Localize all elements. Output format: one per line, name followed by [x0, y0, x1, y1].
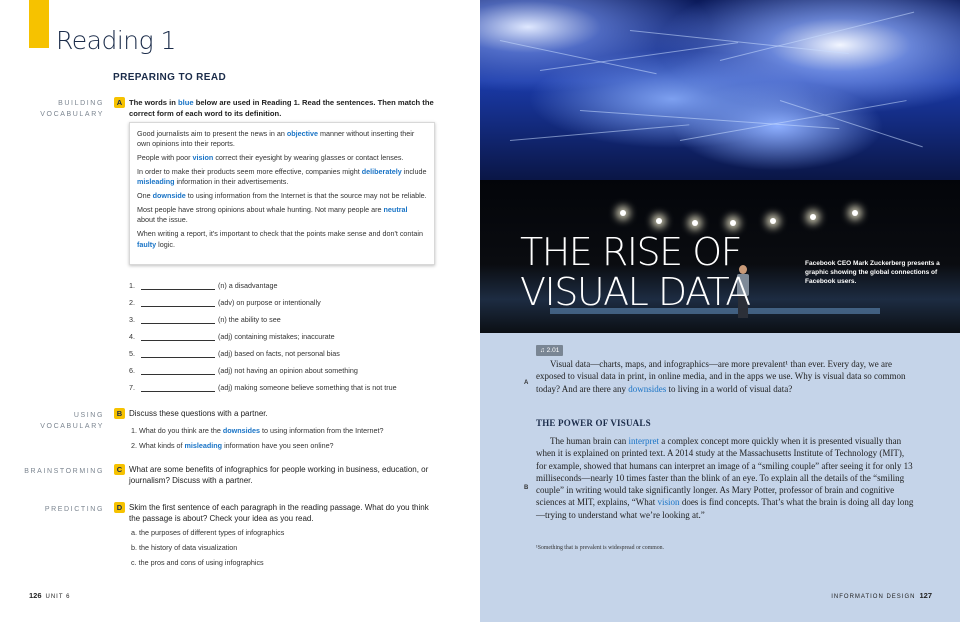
prediction-option[interactable]: a. the purposes of different types of infographics [131, 528, 285, 537]
sentence: In order to make their products seem more effective, companies might deliberately include misleading information in their advertisements. [137, 167, 427, 187]
matching-item: 7. (adj) making someone believe something that is not true [129, 383, 397, 392]
label-line-2: VOCABULARY [40, 423, 104, 430]
discussion-question: 2. What kinds of misleading information have you seen online? [131, 441, 334, 450]
sentence: One downside to using information from the Internet is that the source may not be reliable. [137, 191, 427, 201]
answer-blank[interactable] [141, 323, 215, 324]
task-a-text: The words in [129, 98, 178, 107]
title-line-1: THE RISE OF [520, 230, 741, 274]
sentence: When writing a report, it's important to check that the points make sense and don't contain faulty logic. [137, 229, 424, 249]
hero-photo [480, 0, 960, 333]
page-number: 126 [29, 591, 42, 600]
label-line-2: VOCABULARY [40, 111, 104, 118]
task-badge-a: A [114, 97, 125, 108]
answer-blank[interactable] [141, 391, 215, 392]
vocab-word: misleading [137, 177, 175, 187]
answer-blank[interactable] [141, 357, 215, 358]
photo-caption: Facebook CEO Mark Zuckerberg presents a graphic showing the global connections of Facebook users. [805, 260, 940, 285]
matching-item: 6. (adj) not having an opinion about something [129, 366, 358, 375]
vocabulary-sentences-box [129, 122, 435, 265]
article-title [520, 232, 750, 312]
label-line-1: USING [73, 412, 104, 419]
paragraph-marker-a: A [524, 380, 529, 386]
matching-item: 2. (adv) on purpose or intentionally [129, 298, 321, 307]
label-predicting: PREDICTING [44, 506, 104, 513]
paragraph-marker-b: B [524, 485, 529, 491]
right-page [480, 0, 960, 622]
matching-item: 5. (adj) based on facts, not personal bias [129, 349, 340, 358]
matching-item: 3. (n) the ability to see [129, 315, 281, 324]
title-line-2: VISUAL DATA [520, 270, 750, 314]
vocab-word: vision [192, 153, 214, 163]
label-using-vocabulary [18, 410, 104, 432]
label-line-1: BUILDING [58, 100, 104, 107]
audio-track-badge[interactable]: ♫ 2.01 [536, 345, 563, 356]
page-footer-right [831, 591, 932, 600]
task-a-instructions [129, 97, 434, 119]
world-connections-map [480, 0, 960, 180]
chapter-tab [29, 0, 49, 48]
subheading: THE POWER OF VISUALS [536, 418, 651, 428]
paragraph-b: The human brain can interpret a complex concept more quickly when it is presented visually than when it is explained on printed text. A 2014 study at the Massachusetts Institute of Technology (MIT), for example, showed that humans can interpret an image of a “smiling couple” after seeing it for only 13 milliseconds—nearly 10 times faster than the blink of an eye. To explain all the details of the “smiling couple” in writing would take significantly longer. As Mary Potter, professor of brain and cognitive sciences at MIT, explains, “What vision does is find concepts. That’s what the brain is doing all day long—trying to understand what we’re looking at.” [536, 436, 914, 520]
footnote: ¹Something that is prevalent is widespread or common. [536, 545, 664, 551]
vocab-word: downsides [222, 426, 261, 435]
label-building-vocabulary [18, 98, 104, 120]
page-footer-left [29, 591, 70, 600]
task-b-instructions: Discuss these questions with a partner. [129, 409, 268, 418]
vocab-word: objective [286, 129, 318, 138]
section-label: INFORMATION DESIGN [831, 594, 916, 600]
section-heading: PREPARING TO READ [113, 72, 227, 83]
page-number: 127 [919, 591, 932, 600]
sentence: Good journalists aim to present the news in an objective manner without inserting their own opinions into their reports. [137, 129, 415, 149]
vocab-word: deliberately [361, 167, 402, 177]
unit-label: UNIT 6 [45, 594, 71, 600]
answer-blank[interactable] [141, 289, 215, 290]
paragraph-a: Visual data—charts, maps, and infographics—are more prevalent¹ than ever. Every day, we are exposed to visual data in print, in online media, and in the apps we use. Why is visual data so common today? And are there any downsides to living in a world of visual data? [536, 359, 906, 394]
vocab-word: misleading [184, 441, 223, 450]
task-c-instructions: What are some benefits of infographics for people working in business, education, or journalism? Discuss with a partner. [129, 465, 429, 485]
vocab-word: vision [657, 497, 680, 508]
discussion-question: 1. What do you think are the downsides to using information from the Internet? [131, 426, 384, 435]
answer-blank[interactable] [141, 306, 215, 307]
matching-item: 4. (adj) containing mistakes; inaccurate [129, 332, 335, 341]
task-badge-b: B [114, 408, 125, 419]
vocab-word: downside [152, 191, 186, 201]
label-brainstorming: BRAINSTORMING [24, 468, 104, 475]
vocab-word: neutral [383, 205, 408, 215]
answer-blank[interactable] [141, 374, 215, 375]
sentence: Most people have strong opinions about whale hunting. Not many people are neutral about the issue. [137, 205, 408, 225]
task-badge-d: D [114, 502, 125, 513]
vocab-word: downsides [628, 383, 667, 394]
matching-item: 1. (n) a disadvantage [129, 281, 278, 290]
task-d-instructions: Skim the first sentence of each paragraph in the reading passage. What do you think the passage is about? Check your idea as you read. [129, 503, 429, 523]
vocab-word: interpret [628, 436, 659, 446]
vocab-word: faulty [137, 239, 157, 249]
reading-title: Reading 1 [56, 26, 176, 55]
prediction-option[interactable]: b. the history of data visualization [131, 543, 238, 552]
task-badge-c: C [114, 464, 125, 475]
task-a-blue-word: blue [177, 98, 194, 107]
task-a-text-2: below are used in Reading 1. Read the sentences. Then match the correct form of each word to its definition. [129, 98, 434, 118]
prediction-option[interactable]: c. the pros and cons of using infographics [131, 558, 264, 567]
sentence: People with poor vision correct their eyesight by wearing glasses or contact lenses. [137, 153, 404, 163]
answer-blank[interactable] [141, 340, 215, 341]
